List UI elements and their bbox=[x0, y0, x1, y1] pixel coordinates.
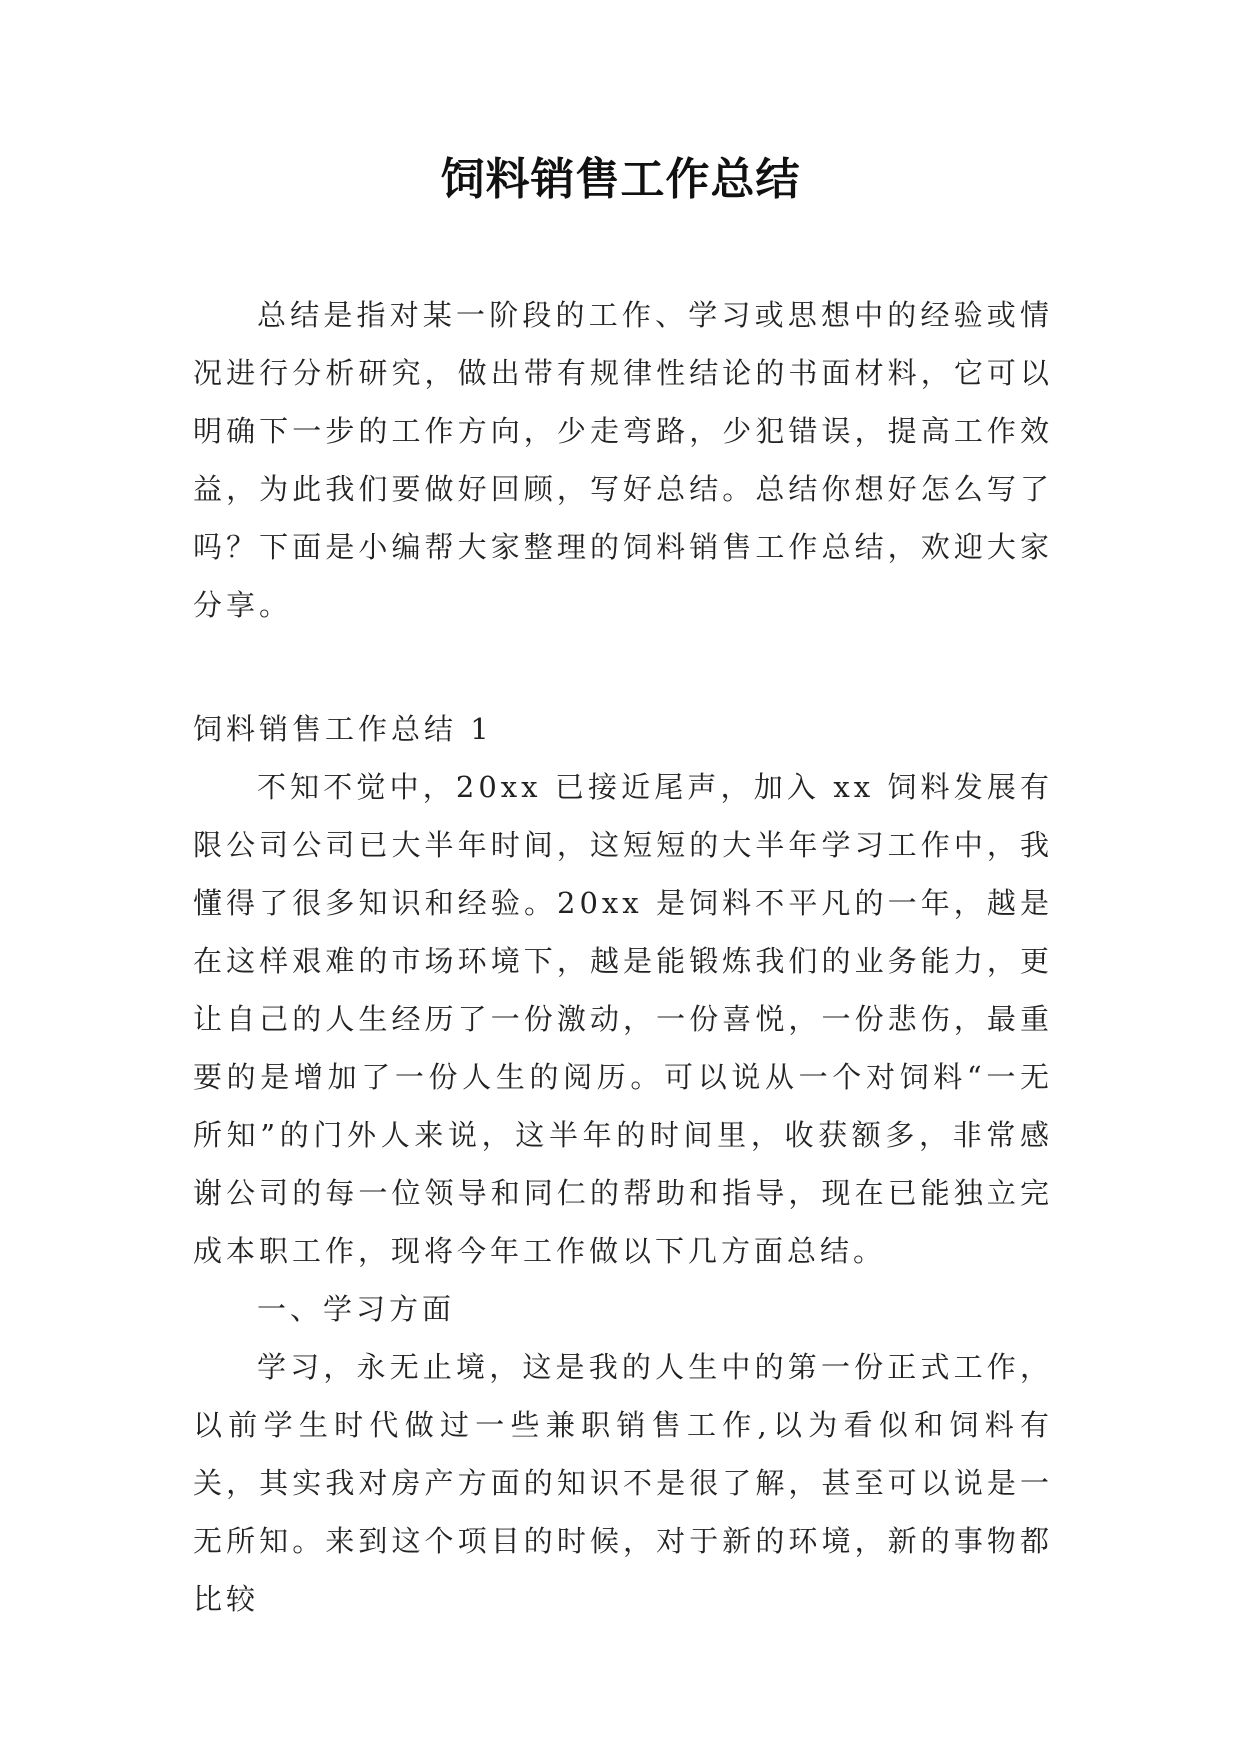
intro-paragraph: 总结是指对某一阶段的工作、学习或思想中的经验或情况进行分析研究，做出带有规律性结论的书面材料，它可以明确下一步的工作方向，少走弯路，少犯错误，提高工作效益，为此我们要做好回顾，写好总结。总结你想好怎么写了吗？下面是小编帮大家整理的饲料销售工作总结，欢迎大家分享。 bbox=[193, 298, 1053, 622]
body-paragraph-1: 不知不觉中，20xx 已接近尾声，加入 xx 饲料发展有限公司公司已大半年时间，这短短的大半年学习工作中，我懂得了很多知识和经验。20xx 是饲料不平凡的一年，越是在这样艰难的市场环境下，越是能锻炼我们的业务能力，更让自己的人生经历了一份激动，一份喜悦，一份悲伤，最重要的是增加了一份人生的阅历。可以说从一个对饲料“一无所知”的门外人来说，这半年的时间里，收获额多，非常感谢公司的每一位领导和同仁的帮助和指导，现在已能独立完成本职工作，现将今年工作做以下几方面总结。 bbox=[193, 770, 1053, 1268]
body-paragraph-2: 学习，永无止境，这是我的人生中的第一份正式工作，以前学生时代做过一些兼职销售工作,以为看似和饲料有关，其实我对房产方面的知识不是很了解，甚至可以说是一无所知。来到这个项目的时候，对于新的环境，新的事物都比较 bbox=[193, 1350, 1053, 1616]
subheading-learning: 一、学习方面 bbox=[257, 1292, 456, 1326]
section-heading: 饲料销售工作总结 1 bbox=[193, 712, 493, 746]
intro-block bbox=[193, 286, 1053, 634]
document-title: 饲料销售工作总结 bbox=[440, 154, 801, 205]
section-block bbox=[193, 700, 1053, 1628]
